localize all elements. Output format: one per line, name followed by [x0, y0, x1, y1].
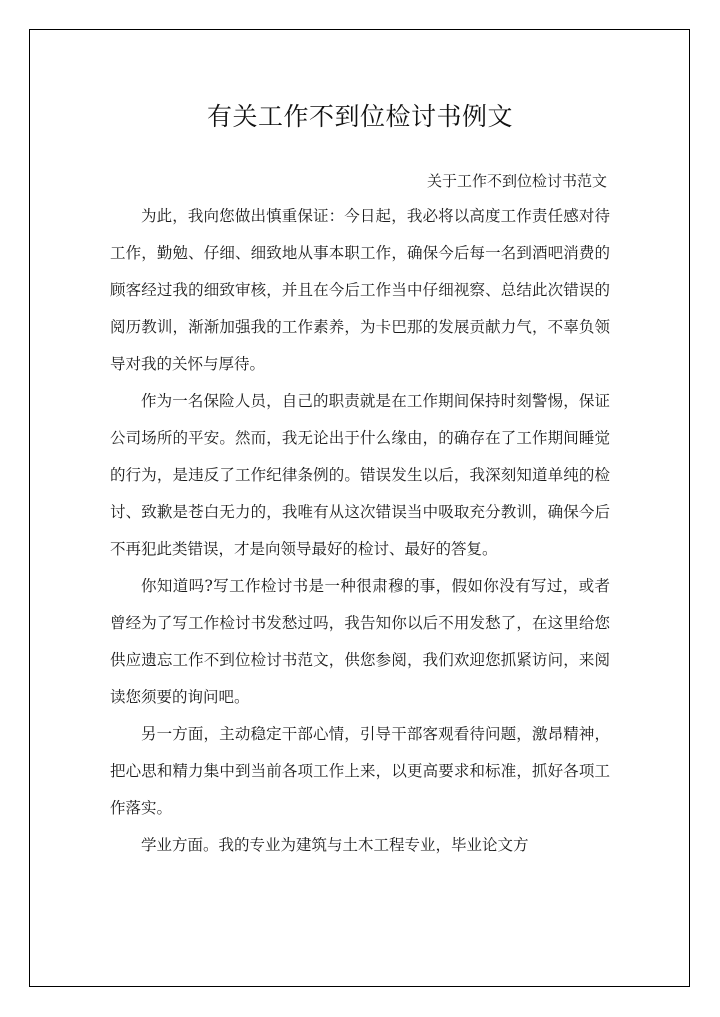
body-paragraph: 作为一名保险人员，自己的职责就是在工作期间保持时刻警惕，保证公司场所的平安。然而，我无论出于什么缘由，的确存在了工作期间睡觉的行为，是违反了工作纪律条例的。错误发生以后，我深刻知道单纯的检讨、致歉是苍白无力的，我唯有从这次错误当中吸取充分教训，确保今后不再犯此类错误，才是向领导最好的检讨、最好的答复。 [110, 392, 610, 558]
document-title: 有关工作不到位检讨书例文 [206, 102, 513, 131]
body-paragraph: 另一方面，主动稳定干部心情，引导干部客观看待问题，激昂精神，把心思和精力集中到当前各项工作上来，以更高要求和标准，抓好各项工作落实。 [110, 725, 610, 817]
document-subtitle: 关于工作不到位检讨书范文 [426, 172, 607, 190]
body-paragraph: 学业方面。我的专业为建筑与土木工程专业，毕业论文方 [141, 836, 529, 854]
body-paragraph: 你知道吗?写工作检讨书是一种很肃穆的事，假如你没有写过，或者曾经为了写工作检讨书发愁过吗，我告知你以后不用发愁了，在这里给您供应遗忘工作不到位检讨书范文，供您参阅，我们欢迎您抓紧访问，来阅读您须要的询问吧。 [110, 577, 610, 706]
body-paragraph: 为此，我向您做出慎重保证：今日起，我必将以高度工作责任感对待工作，勤勉、仔细、细致地从事本职工作，确保今后每一名到酒吧消费的顾客经过我的细致审核，并且在今后工作当中仔细视察、总结此次错误的阅历教训，渐渐加强我的工作素养，为卡巴那的发展贡献力气，不辜负领导对我的关怀与厚待。 [110, 207, 610, 373]
document-body [110, 198, 610, 864]
